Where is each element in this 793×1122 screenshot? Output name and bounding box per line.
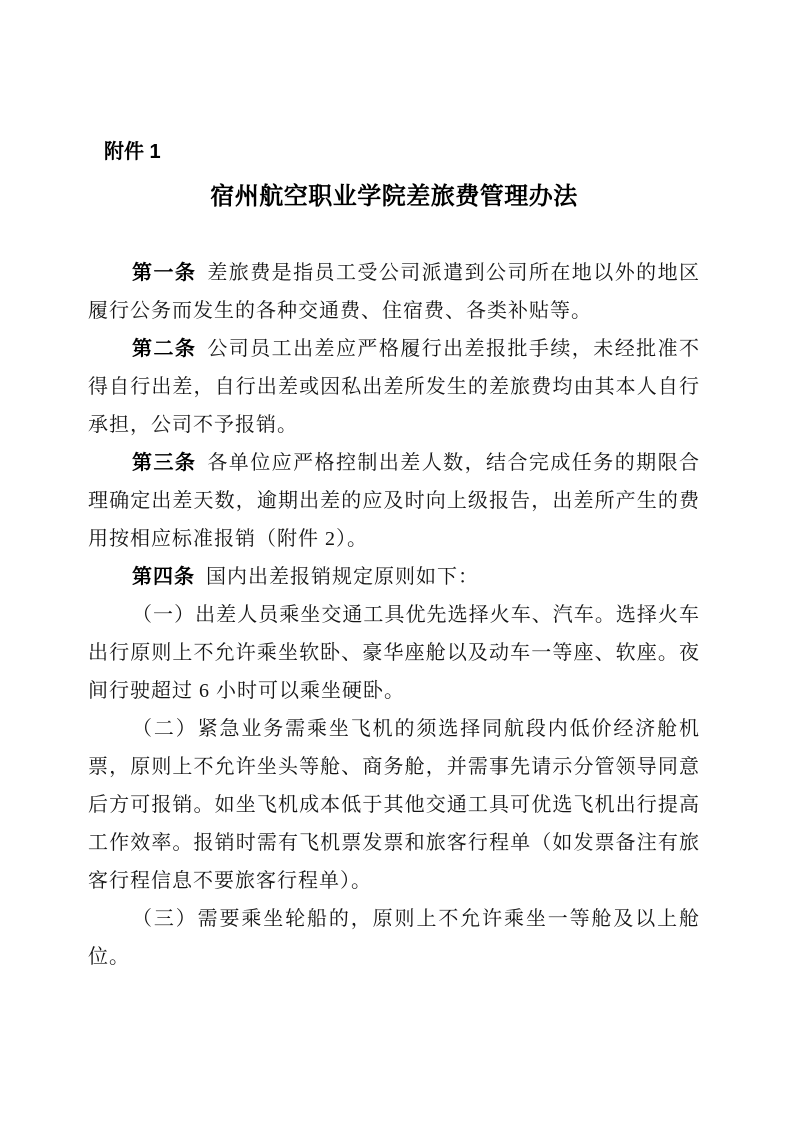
article-number: 第一条 bbox=[132, 262, 197, 284]
paragraph-text: （三）需要乘坐轮船的，原则上不允许乘坐一等舱及以上舱位。 bbox=[88, 908, 700, 968]
paragraph-text: （二）紧急业务需乘坐飞机的须选择同航段内低价经济舱机票，原则上不允许坐头等舱、商务舱，并需事先请示分管领导同意后方可报销。如坐飞机成本低于其他交通工具可优选飞机出行提高工作效率。报销时需有飞机票发票和旅客行程单（如发票备注有旅客行程信息不要旅客行程单）。 bbox=[88, 718, 700, 892]
paragraph-text: （一）出差人员乘坐交通工具优先选择火车、汽车。选择火车出行原则上不允许乘坐软卧、豪华座舱以及动车一等座、软座。夜间行驶超过 6 小时可以乘坐硬卧。 bbox=[88, 604, 700, 702]
paragraph-article-2 bbox=[88, 330, 700, 444]
attachment-label: 附件 1 bbox=[104, 141, 161, 163]
paragraph-text: 各单位应严格控制出差人数，结合完成任务的期限合理确定出差天数，逾期出差的应及时向上级报告，出差所产生的费用按相应标准报销（附件 2）。 bbox=[88, 452, 701, 550]
paragraph-article-4 bbox=[88, 558, 700, 596]
paragraph-text: 公司员工出差应严格履行出差报批手续，未经批准不得自行出差，自行出差或因私出差所发生的差旅费均由其本人自行承担，公司不予报销。 bbox=[88, 338, 701, 436]
document-title: 宿州航空职业学院差旅费管理办法 bbox=[210, 183, 578, 210]
paragraph-item-1 bbox=[88, 596, 700, 710]
document-body bbox=[88, 254, 700, 976]
paragraph-article-3 bbox=[88, 444, 700, 558]
paragraph-article-1 bbox=[88, 254, 700, 330]
article-number: 第二条 bbox=[132, 338, 197, 360]
paragraph-item-3 bbox=[88, 900, 700, 976]
article-number: 第三条 bbox=[132, 452, 197, 474]
paragraph-text: 国内出差报销规定原则如下： bbox=[206, 566, 479, 588]
article-number: 第四条 bbox=[132, 566, 195, 588]
paragraph-text: 差旅费是指员工受公司派遣到公司所在地以外的地区履行公务而发生的各种交通费、住宿费、各类补贴等。 bbox=[88, 262, 701, 322]
paragraph-item-2 bbox=[88, 710, 700, 900]
